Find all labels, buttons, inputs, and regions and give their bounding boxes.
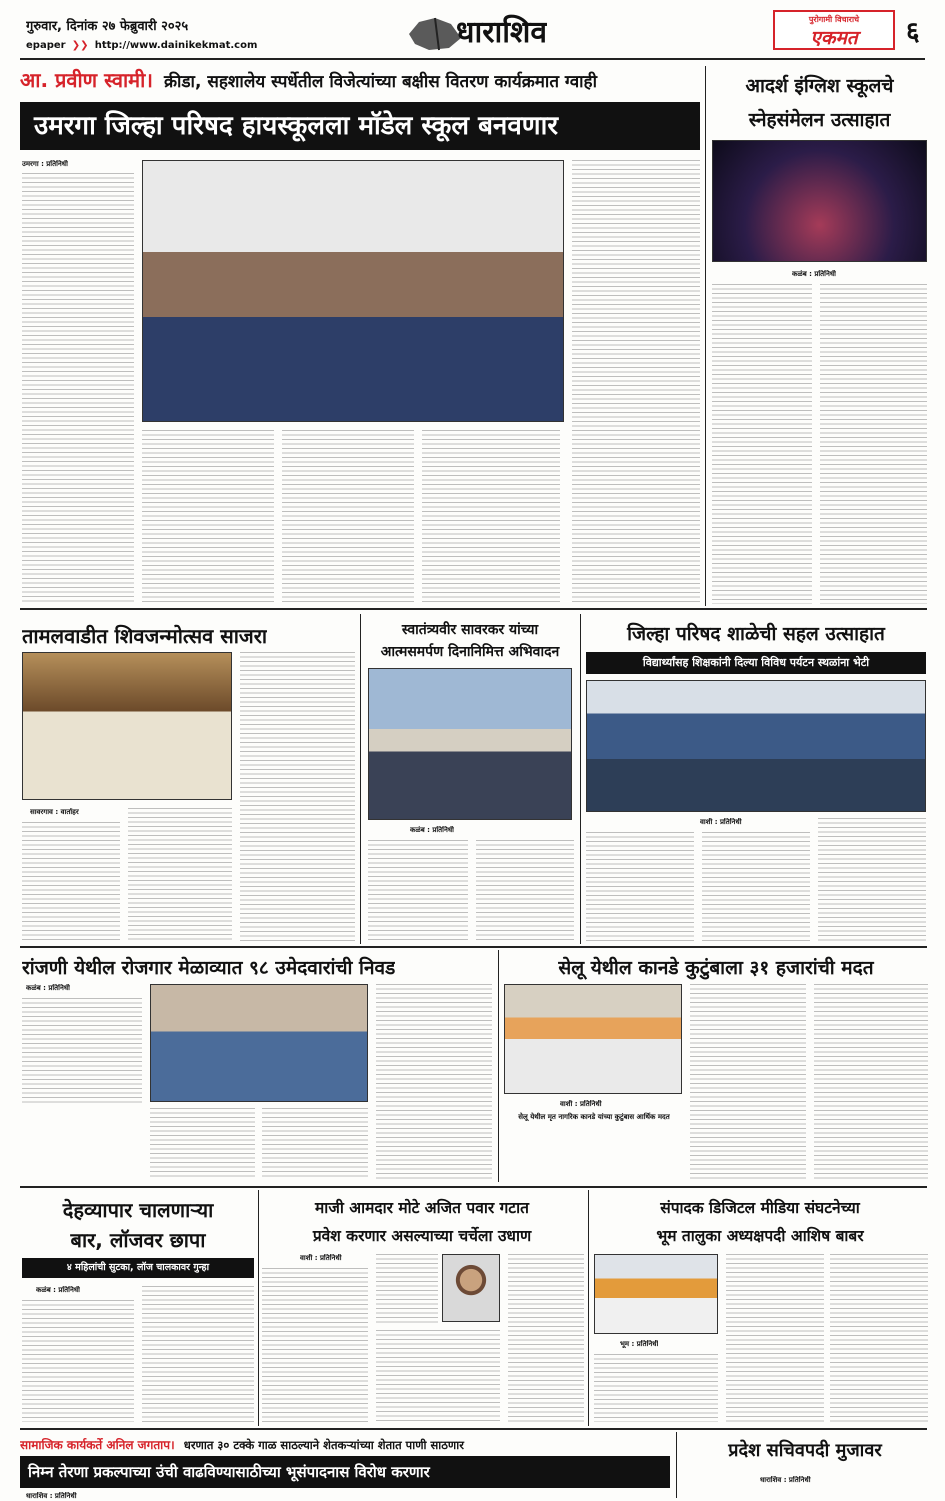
- tamalwadi-body-col-1: [22, 822, 120, 942]
- zp-headline: जिल्हा परिषद शाळेची सहल उत्साहात: [627, 623, 885, 645]
- savarkar-byline: कळंब : प्रतिनिधी: [410, 826, 454, 834]
- terna-kicker-text: धरणात ३० टक्के गाळ साठल्याने शेतकऱ्यांच्या शेतात पाणी साठणार: [183, 1438, 464, 1452]
- ranjani-headline: रांजणी येथील रोजगार मेळाव्यात ९८ उमेदवारांची निवड: [22, 957, 396, 979]
- tamalwadi-photo: [22, 652, 232, 800]
- savarkar-photo: [368, 668, 572, 820]
- zp-body-col-1: [586, 832, 694, 942]
- savarkar-body-col-1: [368, 840, 468, 942]
- selu-body-col-2: [814, 984, 928, 1180]
- mote-headline-2: प्रवेश करणार असल्याच्या चर्चेला उधाण: [312, 1227, 532, 1245]
- page-number: ६: [906, 17, 920, 47]
- deh-headline-1: देहव्यापार चालणाऱ्या: [62, 1198, 214, 1222]
- brand-tagline: पुरोगामी विचाराचे: [808, 15, 860, 24]
- lead-body-col-1: [22, 173, 134, 603]
- terna-headline: निम्न तेरणा प्रकल्पाच्या उंची वाढविण्यासाठीच्या भूसंपादनास विरोध करणार: [28, 1463, 430, 1481]
- brand-box: [773, 10, 895, 50]
- lead-headline-bar: [20, 102, 700, 150]
- savarkar-headline-1: स्वातंत्र्यवीर सावरकर यांच्या: [401, 622, 539, 638]
- sampadak-headline-2: भूम तालुका अध्यक्षपदी आशिष बाबर: [656, 1227, 864, 1245]
- lead-kicker-text: क्रीडा, सहशालेय स्पर्धेतील विजेत्यांच्या बक्षीस वितरण कार्यक्रमात ग्वाही: [164, 72, 597, 92]
- ranjani-body-col-4: [376, 984, 492, 1180]
- ranjani-photo: [150, 984, 368, 1102]
- ranjani-byline: कळंब : प्रतिनिधी: [26, 984, 70, 992]
- deh-subhead: ४ महिलांची सुटका, लॉज चालकावर गुन्हा: [66, 1262, 210, 1273]
- terna-headline-bar: [20, 1456, 670, 1488]
- savarkar-headline-2: आत्मसमर्पण दिनानिमित्त अभिवादन: [380, 644, 560, 660]
- lead-photo: [142, 160, 564, 422]
- mote-body-col-2a: [376, 1254, 438, 1324]
- epaper-link[interactable]: http://www.dainikekmat.com: [94, 40, 258, 51]
- zp-photo: [586, 680, 926, 812]
- mote-portrait: [442, 1254, 500, 1322]
- deh-subhead-bar: [22, 1258, 254, 1278]
- tamalwadi-headline: तामलवाडीत शिवजन्मोत्सव साजरा: [22, 624, 268, 648]
- masthead: [0, 0, 945, 60]
- lead-body-col-4: [422, 430, 560, 603]
- mote-headline-1: माजी आमदार मोटे अजित पवार गटात: [315, 1199, 529, 1217]
- lead-headline: उमरगा जिल्हा परिषद हायस्कूलला मॉडेल स्कूल बनवणार: [34, 111, 558, 141]
- selu-caption: सेलू येथील मृत नागरिक कानडे यांच्या कुटुंबास आर्थिक मदत: [518, 1113, 670, 1121]
- selu-byline: वाशी : प्रतिनिधी: [560, 1100, 602, 1108]
- sampadak-body-col-3: [830, 1254, 928, 1422]
- lead-kicker-name: आ. प्रवीण स्वामी।: [20, 68, 153, 92]
- deh-byline: कळंब : प्रतिनिधी: [36, 1286, 80, 1294]
- sampadak-byline: भूम : प्रतिनिधी: [620, 1340, 659, 1348]
- selu-body-col-1: [690, 984, 806, 1180]
- zp-byline: वाशी : प्रतिनिधी: [700, 818, 742, 826]
- lead-body-col-5: [572, 160, 700, 603]
- deh-body-col-2: [142, 1286, 254, 1422]
- lead-body-col-2: [142, 430, 274, 603]
- selu-photo: [504, 984, 682, 1094]
- deh-headline-2: बार, लॉजवर छापा: [70, 1228, 206, 1252]
- sampadak-headline-1: संपादक डिजिटल मीडिया संघटनेच्या: [660, 1199, 860, 1217]
- tamalwadi-byline: सावरगाव : वार्ताहर: [30, 808, 79, 816]
- adarsh-photo: [712, 140, 927, 262]
- mujavar-byline: धाराशिव : प्रतिनिधी: [760, 1476, 811, 1484]
- epaper-row: epaper ❯❯ http://www.dainikekmat.com: [26, 40, 258, 51]
- adarsh-headline-2: स्नेहसंमेलन उत्साहात: [748, 109, 891, 131]
- lead-body-col-3: [282, 430, 414, 603]
- lead-byline: उमरगा : प्रतिनिधी: [22, 160, 68, 168]
- epaper-label: epaper: [26, 40, 66, 51]
- mote-body-col-1: [262, 1268, 368, 1422]
- savarkar-body-col-2: [476, 840, 574, 942]
- deh-body-col-1: [22, 1300, 134, 1422]
- adarsh-body-col-2: [820, 284, 927, 604]
- sampadak-photo: [594, 1254, 718, 1334]
- adarsh-body-col-1: [712, 284, 812, 604]
- zp-subhead-bar: [586, 652, 926, 674]
- ranjani-body-col-3: [262, 1108, 368, 1180]
- mote-byline: वाशी : प्रतिनिधी: [300, 1254, 342, 1262]
- tamalwadi-body-col-2: [128, 808, 232, 942]
- ranjani-body-col-2: [150, 1108, 255, 1180]
- adarsh-headline-1: आदर्श इंग्लिश स्कूलचे: [745, 75, 894, 97]
- zp-subhead: विद्यार्थ्यांसह शिक्षकांनी दिल्या विविध पर्यटन स्थळांना भेटी: [642, 656, 870, 669]
- terna-kicker: [20, 1434, 670, 1456]
- terna-kicker-name: सामाजिक कार्यकर्ते अनिल जगताप।: [20, 1438, 175, 1452]
- brand-logo: एकमत: [810, 27, 858, 49]
- mote-body-col-2b: [376, 1330, 500, 1422]
- sampadak-body-col-1: [594, 1354, 718, 1422]
- terna-byline: धाराशिव : प्रतिनिधी: [26, 1492, 77, 1500]
- section-title: धाराशिव: [456, 15, 548, 50]
- mote-body-col-3: [508, 1254, 584, 1422]
- zp-body-col-3: [818, 818, 926, 942]
- tamalwadi-body-col-3: [240, 652, 355, 942]
- mujavar-headline: प्रदेश सचिवपदी मुजावर: [728, 1440, 882, 1461]
- zp-body-col-2: [702, 832, 810, 942]
- masthead-date: गुरुवार, दिनांक २७ फेब्रुवारी २०२५: [26, 19, 189, 34]
- sampadak-body-col-2: [726, 1254, 824, 1422]
- adarsh-byline: कळंब : प्रतिनिधी: [792, 270, 836, 278]
- selu-headline: सेलू येथील कानडे कुटुंबाला ३१ हजारांची मदत: [558, 957, 874, 979]
- lead-kicker: [20, 66, 700, 96]
- ranjani-body-col-1: [22, 998, 142, 1106]
